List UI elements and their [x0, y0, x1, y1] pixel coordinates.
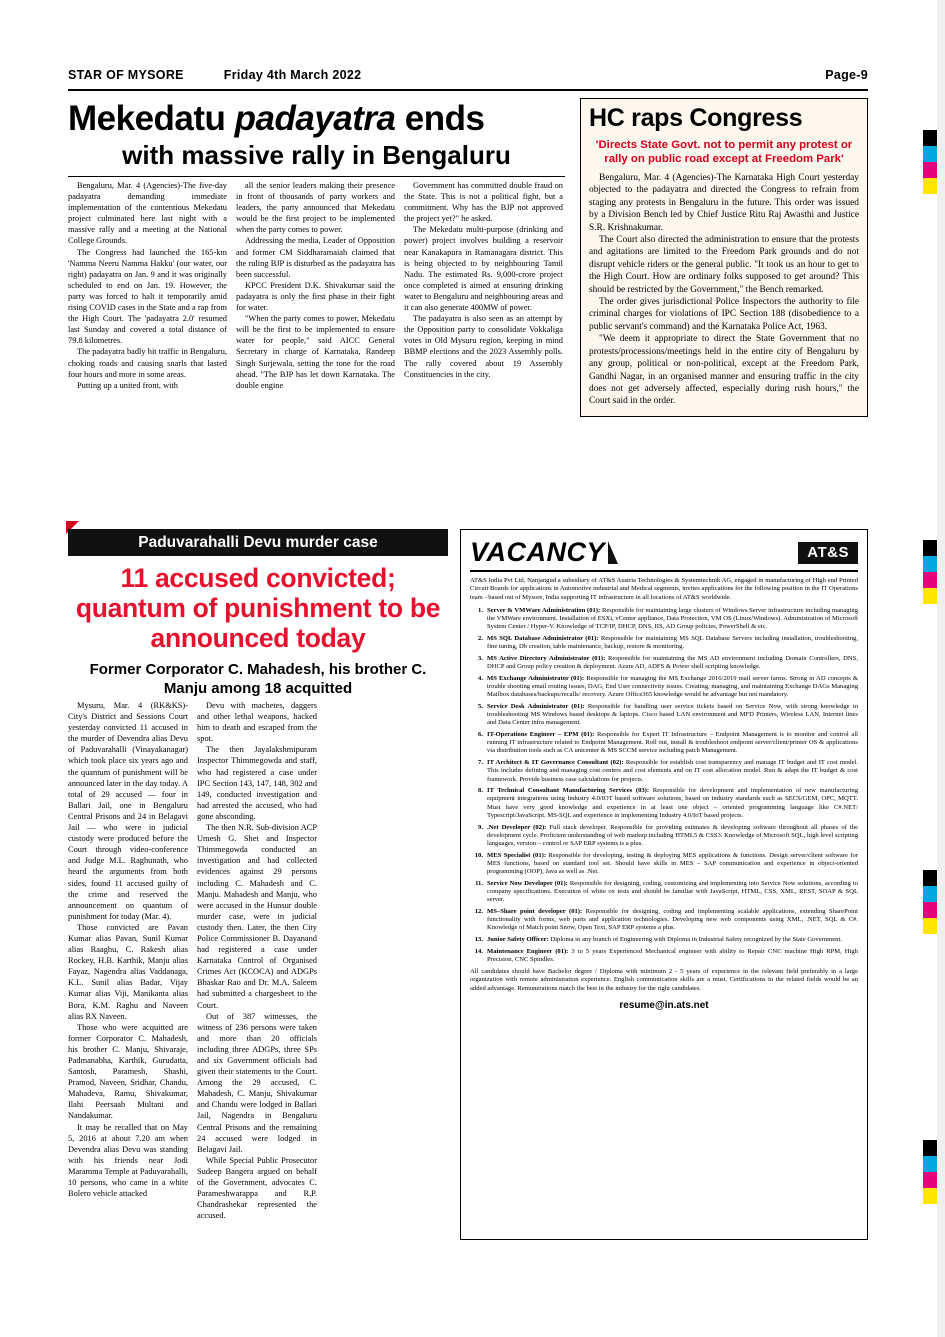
reg-mark-black — [923, 540, 937, 556]
reg-mark-magenta — [923, 1172, 937, 1188]
position-title: Maintenance Engineer (01): — [487, 947, 569, 955]
paper-name: STAR OF MYSORE — [68, 68, 184, 82]
vacancy-divider — [470, 570, 858, 572]
position-desc: Responsible for managing the MS Exchange 2016/2019 mail server farms. Strong in AD concepts & trouble shooting email routing issues, DAG, End User connectivity issues. Creating, managing, and maintaining Exchange DAGs Managing Mailbox databases/backups/recalls/ recovery. Azure Office365 knowledge would be advantage but not mandatory. — [487, 674, 859, 699]
page-subtitle: with massive rally in Bengaluru — [122, 140, 511, 170]
position-desc: Responsible for development and implementation of new manufacturing equipment integrations using Industry 4.0/IOT based software solutions, based on industry standards such as SECS/GEM, OPC, MQTT. Must have very good knowledge and experience in at least one object – oriented programming language like C#.NET/ Typescript/JavaScript. MS-SQL and experience in implementing Industry 4.0/IoT based projects. — [487, 787, 858, 819]
headline-divider — [68, 176, 565, 177]
position-desc: Responsible for maintaining MS SQL Database Servers including installation, troubleshooting, fine tuning, Db creation, table maintenance, backup, restore & monitoring. — [487, 635, 858, 651]
item-number: 14. — [474, 947, 483, 955]
list-item — [470, 703, 858, 728]
list-item — [470, 908, 858, 933]
lead-headline-block — [68, 100, 565, 177]
reg-mark-cyan — [923, 146, 937, 162]
list-item — [470, 607, 858, 632]
item-text — [487, 787, 858, 820]
position-title: Service Now Developer (01): — [487, 879, 568, 887]
paragraph: KPCC President D.K. Shivakumar said the padayatra is only the first phase in their fight for water. — [236, 280, 395, 313]
reg-mark-magenta — [923, 902, 937, 918]
hc-box-title: HC raps Congress — [589, 104, 803, 132]
position-title: Server & VMWare Administration (01): — [487, 606, 601, 614]
paragraph: The then Jayalakshmipuram Inspector Thimmegowda and staff, who had registered a case under IPC Section 143, 147, 148, 302 and 149, conducted investigation and had arrested the accused, who had gone absconding. — [197, 745, 317, 821]
lead-body-columns — [68, 180, 565, 391]
reg-mark-cyan — [923, 886, 937, 902]
position-desc: Responsible for maintaining large clusters of Windows Server infrastructure including managing the VMWare environment. Installation of ESXi, vCenter appliance, Data Protection, VM OS (Linux/Windows). Administration of Microsoft System Center / Hyper-V. Knowledge of TCP/IP, DHCP, DNS, IIS, AD Group policies, PowerShell & etc. — [487, 606, 858, 631]
position-title: Service Desk Administrator (01): — [487, 702, 585, 710]
position-desc: Responsible for maintaining the MS AD environment including Domain Controllers, DNS, DHCP and Group policy creation & deployment. Azure AD, ADFS & Power shell scripting knowledge. — [487, 654, 858, 671]
paragraph: While Special Public Prosecutor Sudeep Bangera argued on behalf of the Government, advocates C. Parameshwarappa and R.P. Chandrashekar represented the accused. — [197, 1155, 317, 1221]
position-title: .Net Developer (02): — [487, 823, 547, 831]
item-number: 6. — [478, 731, 483, 739]
position-desc: Responsible for Expert IT Infrastructure – Endpoint Management is to monitor and control all running IT infrastructure related to Endpoint Management. Roll out, install & troubleshoot endpoint server/client/printer OS & applications via distribution tools such as CA unicenter & MS SCCM service including patch Management. — [487, 731, 858, 755]
position-desc: Responsible for establish cost transparency and manage IT budget and IT cost model. This includes defining and managing cost centers and cost elements and on IT cost allocation model. Run & adapt the IT budget & cost framework. Provide business case calculations for projects. — [487, 759, 858, 783]
paragraph: The order gives jurisdictional Police Inspectors the authority to file criminal charges for violations of IPC Section 188 (disobedience to a public servant's command) and the Karnataka Police Act, 1963. — [589, 297, 859, 332]
position-title: IT Architect & IT Governance Consultant (02): — [487, 759, 624, 767]
list-item — [470, 759, 858, 784]
item-text — [487, 731, 858, 756]
registration-marks-low — [923, 870, 937, 934]
lead-column-1 — [68, 180, 227, 391]
headline-part-3: ends — [395, 99, 485, 138]
registration-marks-top — [923, 130, 937, 194]
paragraph: all the senior leaders making their presence in front of thousands of party workers and leaders, the party announced that Mekedatu would be the first project to be implemented when the party comes to power. — [236, 181, 395, 235]
paragraph: "When the party comes to power, Mekedatu will be the first to be implemented to ensure water for people," said AICC General Secretary in charge of Karnataka, Randeep Singh Surjewala, setting the tone for the road ahead. "The BJP has let down Karnataka. The double engine — [236, 314, 395, 390]
murder-story-headline: 11 accused convicted; quantum of punishment to be announced today — [75, 563, 441, 653]
headline-italic: padayatra — [234, 99, 396, 138]
list-item — [470, 787, 858, 820]
item-text — [487, 635, 858, 651]
paragraph: The Congress had launched the 165-km 'Namma Neeru Namma Hakku' (our water, our right) padayatra on Jan. 9 and it was originally scheduled to end on Jan. 19. However, the party was forced to halt it temporarily amid rising COVID cases in the State and a rap from the High Court. The 'padayatra 2.0' resumed last Sunday and covered a total distance of 79.8 kilometres. — [68, 247, 227, 346]
vacancy-title: VACANCY — [470, 537, 606, 567]
reg-mark-black — [923, 870, 937, 886]
item-number: 5. — [478, 702, 483, 710]
list-item — [470, 675, 858, 700]
page-edge-rail — [937, 0, 945, 1337]
paragraph: "We deem it appropriate to direct the State Government that no protests/processions/meetings held in the entire city of Bengaluru by any group, political or non-political, except at the Freedom Park, Gandhi Nagar, in an organised manner and ensuring traffic in the city does not get adversely affected, especially during rush hours," the Court said in the order. — [589, 334, 859, 407]
vacancy-title-wrap — [470, 537, 618, 568]
murder-story-subhead: Former Corporator C. Mahadesh, his brother C. Manju among 18 acquitted — [89, 661, 427, 697]
item-text — [487, 759, 858, 784]
vacancy-header — [470, 537, 858, 568]
paragraph: The then N.R. Sub-division ACP Umesh G. Shet and Inspector Thimmegowda conducted an investigation and had collected evidences against 29 persons including C. Mahadesh and C. Manju. Mahadesh and Manju, who were accused in the Hunsur double murder case, were in judicial custody then. Later, the then City Police Commissioner B. Dayanand had registered a case under Karnataka Control of Organised Crimes Act (KCOCA) and ADGPs Bhaskar Rao and Dr. M.A. Saleem had submitted a chargesheet to the Court. — [197, 823, 317, 1010]
paragraph: Out of 387 witnesses, the witness of 236 persons were taken and more than 20 officials including three ADGPs, three SPs and six Government officials had given their statements to the Court. Among the 29 accused, C. Mahadesh, C. Manju, Shivakumar and Chandu were lodged in Ballari Jail, Nagendra in Bengaluru Central Prisons and the remaining 24 accused were lodged in Belagavi Jail. — [197, 1011, 317, 1154]
paragraph: The Court also directed the administration to ensure that the protests and agitations are limited to the Freedom Park grounds and do not disrupt vehicle riders or the general public. "It took us an hour to get to the High Court. How are ordinary folks supposed to get around? This should be restricted by the Government," the Bench remarked. — [589, 235, 859, 295]
position-title: MS SQL Database Administrator (01): — [487, 635, 599, 642]
list-item — [470, 655, 858, 671]
hc-box-body — [589, 172, 859, 408]
registration-marks-mid — [923, 540, 937, 604]
paragraph: Bengaluru, Mar. 4 (Agencies)-The five-day padayatra demanding immediate implementation of the contentious Mekedatu project culminated here last night with a massive rally and a meeting at the National College Grounds. — [68, 181, 227, 246]
section-banner: Paduvarahalli Devu murder case — [68, 529, 448, 556]
list-item — [470, 731, 858, 756]
position-title: MS–Share point developer (01): — [487, 907, 583, 915]
paragraph: Putting up a united front, with — [77, 380, 178, 390]
reg-mark-cyan — [923, 556, 937, 572]
lead-column-2 — [236, 180, 395, 391]
list-item — [470, 635, 858, 651]
vacancy-positions-list — [470, 607, 858, 964]
position-desc: Full stack developer. Responsible for providing estimates & developing software throughout all phases of the development cycle. Proficient understanding of web markup including HTML5 & CSS3. Knowledge of Microsoft SQL, high level scripting languages, version – control or SAP ERP systems is a plus. — [487, 823, 859, 847]
vacancy-footer-note: All candidates should have Bachelor degree / Diploma with minimum 2 - 5 years of experience in the relevant field preferably in a large organization with remote administration experience. English communication skills are a must. Certifications in the related fields would be an added advantage. Remunerations match the best in the industry for the right candidates. — [470, 968, 858, 992]
item-number: 12. — [474, 907, 483, 915]
reg-mark-yellow — [923, 178, 937, 194]
item-text — [487, 675, 858, 700]
position-title: MS Active Directory Administrator (01): — [487, 654, 606, 662]
position-title: IT Technical Consultant Manufacturing Services (03): — [487, 787, 650, 795]
paragraph: Those who were acquitted are former Corporator C. Mahadesh, his brother C. Manju, Shivaraje, Padmanabha, Karthik, Gurudatta, Santosh, Paramesh, Shashi, Pramod, Naveen, Sridhar, Chandu, Mahadeva, Ramu, Shivakumar, Ilahi Peersaab Multani and Nandakumar. — [68, 1022, 188, 1121]
item-number: 10. — [474, 851, 483, 859]
position-title: MS Exchange Administrator (01): — [487, 674, 585, 682]
hc-raps-congress-box — [580, 98, 868, 417]
item-number: 4. — [478, 674, 483, 682]
item-number: 13. — [474, 936, 483, 943]
paragraph: Government has committed double fraud on the State. This is not a political fight, but a commitment. Why has the BJP not approved the project yet?" he asked. — [404, 181, 563, 224]
item-number: 11. — [475, 879, 483, 887]
paragraph: Those convicted are Pavan Kumar alias Pavan, Sunil Kumar alias Raaghu, C. Rakesh alias Rockey, H.B. Karthik, Manju alias Fayaz, Nagendra alias Vaddanaga, K.L. Sunil alias Badar, Vijay Kumar alias Viji, Manikanta alias Bora, K.M. Raghu and Naveen alias RX Naveen. — [68, 922, 188, 1021]
position-desc: Diploma in any branch of Engineering with Diploma in Industrial Safety recognized by the State Government. — [550, 936, 842, 943]
paragraph: Devu with machetes, daggers and other lethal weapons, hacked him to death and escaped from the spot. — [197, 701, 317, 744]
item-number: 9. — [478, 823, 483, 831]
paragraph: It may be recalled that on May 5, 2016 at about 7.20 am when Devendra alias Devu was standing with his friends near Jodi Maramma Temple at Paduvarahalli, 10 persons, who came in a white Bolero vehicle attacked — [68, 1122, 188, 1199]
ats-logo: AT&S — [798, 542, 858, 564]
murder-story-columns — [68, 700, 448, 1221]
vacancy-advertisement — [460, 529, 868, 1240]
page-number: Page-9 — [825, 68, 868, 82]
item-text — [487, 852, 858, 877]
reg-mark-cyan — [923, 1156, 937, 1172]
vacancy-email: resume@in.ats.net — [619, 999, 709, 1011]
murder-column-3 — [326, 700, 446, 1221]
masthead — [68, 68, 868, 82]
item-text — [487, 655, 858, 671]
registration-marks-bottom — [923, 1140, 937, 1204]
paragraph: The padayatra badly hit traffic in Bengaluru, choking roads and causing snarls that lasted four hours and more in some areas. — [68, 347, 227, 379]
position-desc: Responsible for handling user service tickets based on Service Now, with strong knowledge in troubleshooting MS Windows based desktops & laptops. Cisco based LAN environment and MFD Printers, Wireless LAN, Internet lines and Data Center infra management. — [487, 702, 858, 727]
hc-box-kicker: 'Directs State Govt. not to permit any protest or rally on public road except at Freedom Park' — [595, 139, 853, 165]
reg-mark-magenta — [923, 572, 937, 588]
item-number: 3. — [478, 654, 483, 662]
murder-column-1 — [68, 700, 188, 1221]
masthead-divider — [68, 89, 868, 91]
item-text — [487, 880, 858, 905]
item-text — [487, 936, 858, 944]
headline-part-1: Mekedatu — [68, 99, 235, 138]
vacancy-slash-icon — [608, 541, 618, 564]
reg-mark-yellow — [923, 588, 937, 604]
reg-mark-magenta — [923, 162, 937, 178]
list-item — [470, 852, 858, 877]
paragraph: Addressing the media, Leader of Opposition and former CM Siddharamaiah claimed that the ruling BJP is disturbed as the padayatra has been successful. — [236, 236, 395, 279]
page-title — [68, 100, 565, 138]
position-title: Junior Safety Officer: — [487, 936, 549, 943]
murder-column-2 — [197, 700, 317, 1221]
reg-mark-yellow — [923, 918, 937, 934]
reg-mark-black — [923, 130, 937, 146]
item-text — [487, 703, 858, 728]
issue-date: Friday 4th March 2022 — [223, 68, 362, 82]
item-text — [487, 607, 858, 632]
position-desc: Responsible for designing, coding and implementing scalable applications, extending SharePoint functionality with forms, web parts and application technologies. Developing new web components using XML, .NET, SQL & C#. Knowledge of Match point Snow, Open Text, SAP ERP systems a plus. — [487, 907, 858, 932]
item-number: 1. — [478, 606, 483, 614]
item-text — [487, 908, 858, 933]
list-item — [470, 824, 858, 849]
item-text — [487, 948, 858, 964]
lead-column-3 — [404, 180, 563, 391]
paragraph: Bengaluru, Mar. 4 (Agencies)-The Karnataka High Court yesterday objected to the padayatra and directed the Congress to refrain from staging any protests in Bengaluru in the future. This order was issued by a Division Bench led by Chief Justice Ritu Raj Awasthi and Justice S.R. Krishnakumar. — [589, 173, 859, 233]
paragraph: The Mekedatu multi-purpose (drinking and power) project involves building a reservoir near Kanakapura in Ramanagara district. This is being objected to by neighbouring Tamil Nadu. The estimated Rs. 9,000-crore project once completed is aimed at ensuring drinking water to Bengaluru and neighbouring areas and it can also generate 400MW of power. — [404, 225, 563, 313]
position-title: MES Specialist (01): — [487, 851, 547, 859]
item-number: 2. — [478, 635, 483, 642]
reg-mark-black — [923, 1140, 937, 1156]
item-number: 8. — [478, 787, 483, 795]
vacancy-intro: AT&S India Pvt Ltd, Nanjangud a subsidiary of AT&S Austria Technologies & Systemtechnik AG, engaged in manufacturing of High end Printed Circuit Boards for applications in Automotive industrial and Medical segments, invites applications for the following position in the IT Operations team - based out of Mysore, India supporting IT infrastructure in all locations of AT&S worldwide. — [470, 577, 858, 601]
paragraph: The padayatra is also seen as an attempt by the Opposition party to consolidate Vokkaliga votes in Old Mysuru region, keeping in mind BBMP elections and the 2023 Assembly polls. The rally covered about 19 Assembly Constituencies in the city. — [404, 314, 563, 379]
position-desc: Responsible for designing, coding, customizing and implementing into Service Now solutions, according to company specifications. Execution of white ox tests and should be familiar with JavaScript, HTML, CSS, XML, REST, SOAP & SQL server. — [487, 879, 858, 904]
paragraph: Mysuru, Mar. 4 (RK&KS)- City's District and Sessions Court yesterday convicted 11 accused in the murder of Devendra alias Devu of Paduvarahalli (Vinayakanagar) which took place six years ago and the quantum of punishment will be announced later in the day today. A total of 29 accused — four in Ballari Jail, one in Bengaluru Central Prisons and 24 in Belagavi Jail — who were in judicial custody were produced before the Court through video-conference and Judge M.L. Raghunath, who heard the arguments from both sides, found 11 accused guilty of the crime and reserved the announcement on quantum of punishment for today (Mar. 4). — [68, 701, 188, 921]
item-text — [487, 824, 858, 849]
position-title: IT-Operations Engineer – EPM (01): — [487, 731, 595, 739]
item-number: 7. — [478, 759, 483, 767]
list-item — [470, 948, 858, 964]
position-desc: Responsible for developing, testing & deploying MES applications & functions. Design server/client software for MES functions, based on standard tool set. Should have skills in MES – SAP communication and experience in object-oriented programming (OOP), Java as well as .Net. — [487, 851, 858, 876]
list-item — [470, 936, 858, 944]
position-desc: 3 to 5 years Experienced Mechanical engineer with ability to Repair CNC machine High RPM, High Precision, CNC Spindles. — [487, 947, 858, 963]
list-item — [470, 880, 858, 905]
reg-mark-yellow — [923, 1188, 937, 1204]
